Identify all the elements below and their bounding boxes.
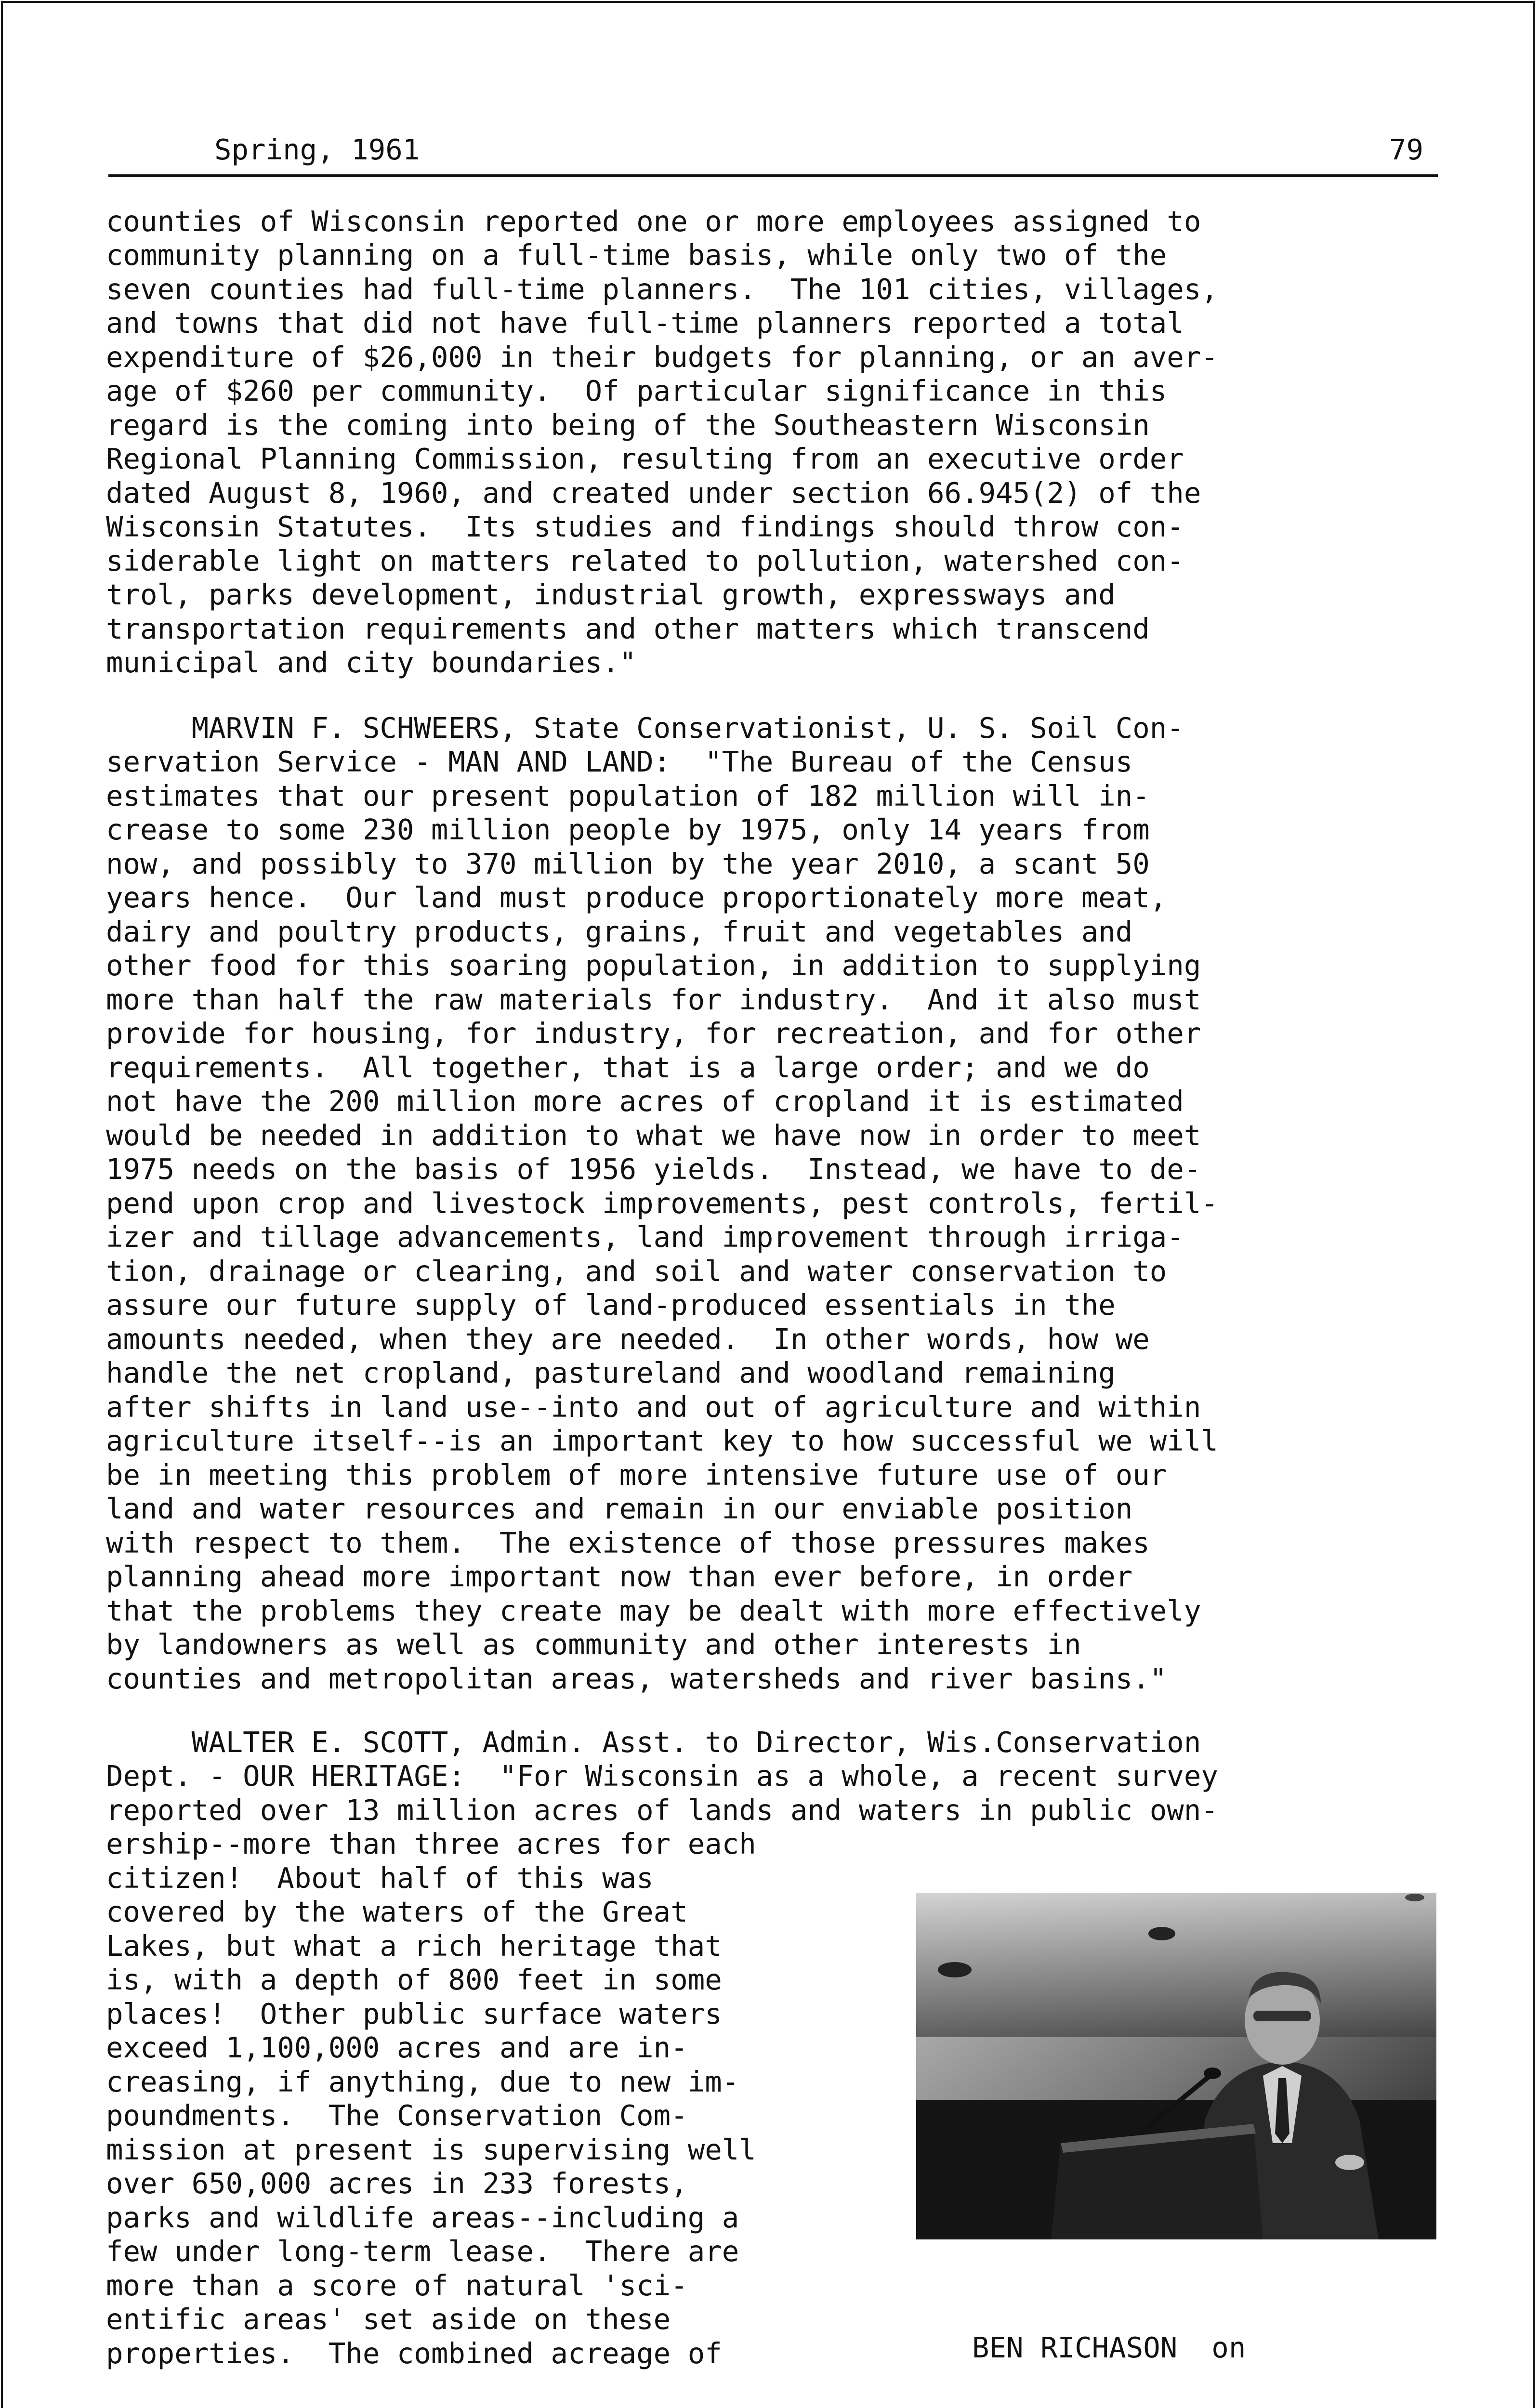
- speaker-photo: [916, 1893, 1436, 2239]
- text-line: with respect to them. The existence of those pressures makes: [106, 1526, 1150, 1559]
- text-line: WALTER E. SCOTT, Admin. Asst. to Director, Wis.Conservation: [106, 1726, 1201, 1759]
- text-line: be in meeting this problem of more intensive future use of our: [106, 1458, 1167, 1492]
- text-line: and towns that did not have full-time planners reported a total: [106, 306, 1184, 340]
- text-line: years hence. Our land must produce proportionately more meat,: [106, 881, 1167, 914]
- text-line: planning ahead more important now than ever before, in order: [106, 1560, 1133, 1593]
- text-line: entific areas' set aside on these: [106, 2303, 671, 2336]
- text-line: regard is the coming into being of the Southeastern Wisconsin: [106, 408, 1150, 442]
- text-line: MARVIN F. SCHWEERS, State Conservationist, U. S. Soil Con-: [106, 711, 1184, 745]
- text-line: Dept. - OUR HERITAGE: "For Wisconsin as a whole, a recent survey: [106, 1759, 1218, 1793]
- text-line: servation Service - MAN AND LAND: "The Bureau of the Census: [106, 745, 1133, 778]
- text-line: properties. The combined acreage of: [106, 2337, 722, 2370]
- text-line: that the problems they create may be dealt with more effectively: [106, 1594, 1201, 1627]
- text-line: more than a score of natural 'sci-: [106, 2269, 688, 2302]
- text-line: counties and metropolitan areas, watersheds and river basins.": [106, 1662, 1167, 1695]
- text-line: now, and possibly to 370 million by the year 2010, a scant 50: [106, 847, 1150, 880]
- text-line: Wisconsin Statutes. Its studies and findings should throw con-: [106, 510, 1184, 543]
- text-line: estimates that our present population of 182 million will in-: [106, 779, 1150, 812]
- text-line: trol, parks development, industrial growth, expressways and: [106, 578, 1116, 611]
- text-line: by landowners as well as community and other interests in: [106, 1628, 1081, 1661]
- page-header: [108, 126, 1438, 177]
- text-line: handle the net cropland, pastureland and woodland remaining: [106, 1356, 1116, 1389]
- text-line: provide for housing, for industry, for recreation, and for other: [106, 1017, 1201, 1050]
- text-line: places! Other public surface waters: [106, 1997, 722, 2030]
- page-number: 79: [1389, 133, 1423, 166]
- text-line: dairy and poultry products, grains, fruit and vegetables and: [106, 915, 1133, 948]
- text-line: Regional Planning Commission, resulting from an executive order: [106, 442, 1184, 475]
- text-line: siderable light on matters related to pollution, watershed con-: [106, 544, 1184, 577]
- running-head: Spring, 1961: [214, 133, 420, 166]
- text-line: covered by the waters of the Great: [106, 1895, 688, 1928]
- text-line: expenditure of $26,000 in their budgets for planning, or an aver-: [106, 340, 1218, 374]
- text-line: citizen! About half of this was: [106, 1861, 654, 1895]
- text-line: crease to some 230 million people by 1975, only 14 years from: [106, 813, 1150, 846]
- text-line: agriculture itself--is an important key to how successful we will: [106, 1424, 1218, 1457]
- text-line: over 650,000 acres in 233 forests,: [106, 2167, 688, 2200]
- text-line: other food for this soaring population, in addition to supplying: [106, 949, 1201, 982]
- text-line: mission at present is supervising well: [106, 2133, 756, 2166]
- text-line: land and water resources and remain in our enviable position: [106, 1492, 1133, 1525]
- text-line: reported over 13 million acres of lands and waters in public own-: [106, 1793, 1218, 1827]
- text-line: would be needed in addition to what we have now in order to meet: [106, 1119, 1201, 1152]
- text-line: seven counties had full-time planners. The 101 cities, villages,: [106, 273, 1218, 306]
- text-line: counties of Wisconsin reported one or more employees assigned to: [106, 205, 1201, 238]
- text-line: community planning on a full-time basis, while only two of the: [106, 238, 1167, 272]
- text-line: assure our future supply of land-produced essentials in the: [106, 1288, 1116, 1322]
- caption-line: BEN RICHASON on: [972, 2331, 1246, 2364]
- text-line: age of $260 per community. Of particular significance in this: [106, 374, 1167, 407]
- text-line: municipal and city boundaries.": [106, 646, 637, 679]
- text-line: parks and wildlife areas--including a: [106, 2201, 739, 2234]
- text-line: poundments. The Conservation Com-: [106, 2099, 688, 2132]
- speaker-photo-image: [916, 1893, 1436, 2239]
- text-line: creasing, if anything, due to new im-: [106, 2065, 739, 2098]
- text-line: 1975 needs on the basis of 1956 yields. Instead, we have to de-: [106, 1152, 1201, 1186]
- text-line: dated August 8, 1960, and created under section 66.945(2) of the: [106, 476, 1201, 510]
- text-line: pend upon crop and livestock improvements, pest controls, fertil-: [106, 1187, 1218, 1220]
- text-line: after shifts in land use--into and out of agriculture and within: [106, 1390, 1201, 1424]
- text-line: is, with a depth of 800 feet in some: [106, 1963, 722, 1996]
- text-line: izer and tillage advancements, land improvement through irriga-: [106, 1220, 1184, 1254]
- text-line: Lakes, but what a rich heritage that: [106, 1929, 722, 1963]
- text-line: ership--more than three acres for each: [106, 1827, 756, 1860]
- photo-caption: [972, 2264, 1502, 2408]
- text-line: amounts needed, when they are needed. In other words, how we: [106, 1322, 1150, 1356]
- text-line: not have the 200 million more acres of cropland it is estimated: [106, 1085, 1184, 1118]
- text-line: more than half the raw materials for industry. And it also must: [106, 983, 1201, 1016]
- text-line: exceed 1,100,000 acres and are in-: [106, 2031, 688, 2064]
- text-line: tion, drainage or clearing, and soil and water conservation to: [106, 1255, 1167, 1288]
- text-line: requirements. All together, that is a large order; and we do: [106, 1051, 1150, 1084]
- text-line: few under long-term lease. There are: [106, 2235, 739, 2268]
- text-line: transportation requirements and other matters which transcend: [106, 612, 1150, 645]
